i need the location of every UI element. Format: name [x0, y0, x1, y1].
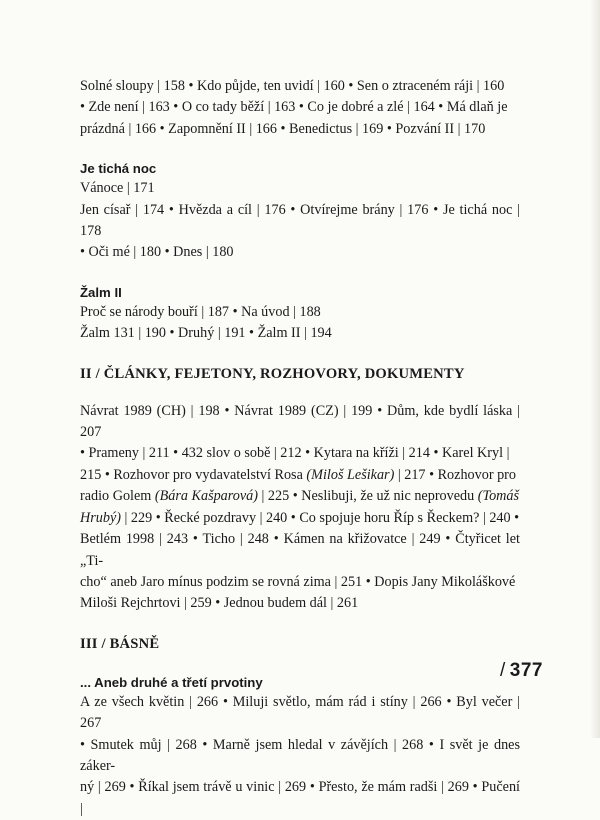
toc-line: • Prameny | 211 • 432 slov o sobě | 212 • Kytara na kříži | 214 • Karel Kryl | [80, 445, 510, 462]
section-heading-zalm-ii: Žalm II [80, 284, 122, 300]
toc-line: A ze všech květin | 266 • Miluji světlo, mám rád i stíny | 266 • Byl večer | 267 [80, 693, 520, 732]
page-number-slash: / [500, 660, 506, 681]
toc-line: Žalm 131 | 190 • Druhý | 191 • Žalm II | 194 [80, 325, 332, 342]
interviewer-name: Hrubý) [80, 509, 121, 526]
toc-line: 215 • Rozhovor pro vydavatelství Rosa (Miloš Lešikar) | 217 • Rozhovor pro [80, 466, 517, 483]
toc-line: prázdná | 166 • Zapomnění II | 166 • Benedictus | 169 • Pozvání II | 170 [80, 120, 486, 137]
page-edge-shadow [590, 0, 600, 738]
page-number-value: 377 [509, 660, 543, 681]
toc-line: Jen císař | 174 • Hvězda a cíl | 176 • Otvírejme brány | 176 • Je tichá noc | 178 [80, 201, 520, 240]
contents-block-1 [80, 76, 520, 140]
toc-line: Návrat 1989 (CH) | 198 • Návrat 1989 (CZ) | 199 • Dům, kde bydlí láska | 207 [80, 402, 520, 441]
toc-line: ný | 269 • Říkal jsem trávě u vinic | 269 • Přesto, že mám radši | 269 • Pučení | [80, 779, 520, 817]
section-heading-je-ticha-noc: Je tichá noc [80, 161, 157, 177]
toc-line: Solné sloupy | 158 • Kdo půjde, ten uvidí | 160 • Sen o ztraceném ráji | 160 [80, 78, 505, 94]
contents-block-part-iii [80, 692, 520, 820]
toc-line: Miloši Rejchrtovi | 259 • Jednou budem dál | 261 [80, 595, 359, 612]
toc-line: cho“ aneb Jaro mínus podzim se rovná zima | 251 • Dopis Jany Mikoláškové [80, 573, 516, 590]
interviewer-name: (Miloš Lešikar) [306, 466, 395, 483]
interviewer-name: (Tomáš [477, 488, 520, 505]
toc-line: Vánoce | 171 [80, 180, 155, 197]
toc-line: Hrubý) | 229 • Řecké pozdravy | 240 • Co spojuje horu Říp s Řeckem? | 240 • [80, 509, 520, 526]
page-content [80, 76, 520, 820]
toc-line: • Smutek můj | 268 • Marně jsem hledal v závějích | 268 • I svět je dnes záker- [80, 736, 520, 774]
part-heading-iii: III / BÁSNĚ [80, 635, 160, 652]
toc-line: • Oči mé | 180 • Dnes | 180 [80, 244, 234, 261]
part-heading-ii: II / ČLÁNKY, FEJETONY, ROZHOVORY, DOKUMENTY [80, 365, 465, 382]
section-heading-aneb: ... Aneb druhé a třetí prvotiny [80, 674, 263, 690]
toc-line: Betlém 1998 | 243 • Ticho | 248 • Kámen na křižovatce | 249 • Čtyřicet let „Ti- [80, 531, 520, 569]
contents-block-part-ii [80, 401, 520, 615]
contents-block-je-ticha-noc [80, 178, 520, 264]
contents-block-zalm-ii [80, 302, 520, 345]
toc-line: • Zde není | 163 • O co tady běží | 163 • Co je dobré a zlé | 164 • Má dlaň je [80, 99, 508, 116]
interviewer-name: (Bára Kašparová) [154, 488, 258, 505]
page-number [500, 660, 543, 682]
toc-line: radio Golem (Bára Kašparová) | 225 • Neslibuji, že už nic neprovedu (Tomáš [80, 488, 520, 505]
toc-line: Proč se národy bouří | 187 • Na úvod | 188 [80, 303, 321, 320]
